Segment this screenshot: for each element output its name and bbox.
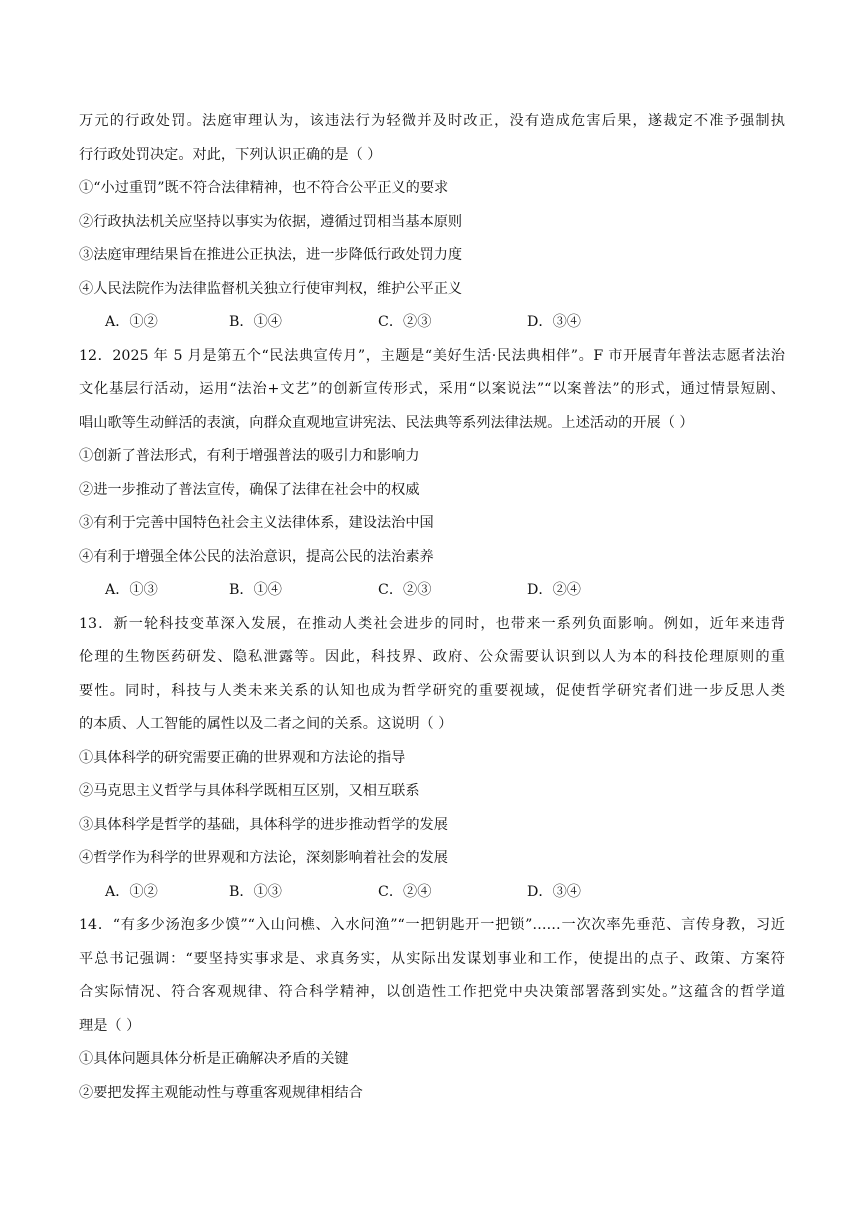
q14-stem-line-2: 平总书记强调：“要坚持实事求是、求真务实，从实际出发谋划事业和工作，使提出的点子、政策、方案符 — [79, 950, 785, 967]
q13-statement-4: ④哲学作为科学的世界观和方法论，深刻影响着社会的发展 — [79, 850, 448, 866]
exam-page — [79, 105, 785, 1110]
question-11 — [79, 105, 785, 340]
q11-option-a[interactable]: A．①② — [105, 314, 158, 330]
q14-stem-line-3: 合实际情况、符合客观规律、符合科学精神，以创造性工作把党中央决策部署落到实处。”这蕴含的哲学道 — [79, 984, 785, 1000]
q12-statement-2: ②进一步推动了普法宣传，确保了法律在社会中的权威 — [79, 481, 420, 498]
q13-option-a[interactable]: A．①② — [105, 883, 158, 900]
q12-stem-line-1: 12．2025 年 5 月是第五个“民法典宣传月”，主题是“美好生活·民法典相伴”。F 市开展青年普法志愿者法治 — [79, 347, 785, 364]
q11-statement-4: ④人民法院作为法律监督机关独立行使审判权，维护公平正义 — [79, 280, 463, 297]
q13-statement-3: ③具体科学是哲学的基础，具体科学的进步推动哲学的发展 — [79, 816, 448, 833]
q12-statement-1: ①创新了普法形式，有利于增强普法的吸引力和影响力 — [79, 448, 420, 464]
q14-stem-line-1: 14．“有多少汤泡多少馍”“入山问樵、入水问渔”“一把钥匙开一把锁”……一次次率先垂范、言传身教，习近 — [79, 917, 785, 933]
q14-statement-1: ①具体问题具体分析是正确解决矛盾的关键 — [79, 1051, 349, 1067]
q13-stem-line-1: 13．新一轮科技变革深入发展，在推动人类社会进步的同时，也带来一系列负面影响。例如，近年来违背 — [79, 615, 785, 632]
q12-option-a[interactable]: A．①③ — [105, 582, 158, 598]
q13-option-c[interactable]: C．②④ — [378, 883, 432, 900]
q13-stem-line-2: 伦理的生物医药研发、隐私泄露等。因此，科技界、政府、公众需要认识到以人为本的科技伦理原则的重 — [79, 649, 785, 665]
q14-stem-line-4: 理是（ ） — [79, 1017, 141, 1034]
q13-stem-line-3: 要性。同时，科技与人类未来关系的认知也成为哲学研究的重要视域，促使哲学研究者们进一步反思人类 — [79, 682, 785, 699]
q11-option-c[interactable]: C．②③ — [378, 314, 432, 330]
q12-statement-4: ④有利于增强全体公民的法治意识，提高公民的法治素养 — [79, 548, 434, 565]
q12-option-c[interactable]: C．②③ — [378, 582, 432, 598]
q11-option-b[interactable]: B．①④ — [229, 314, 282, 330]
q12-option-d[interactable]: D．②④ — [527, 582, 581, 598]
q12-options — [79, 574, 785, 608]
q11-statement-3: ③法庭审理结果旨在推进公正执法，进一步降低行政处罚力度 — [79, 247, 463, 263]
question-13 — [79, 608, 785, 910]
q11-stem-line-2: 行行政处罚决定。对此，下列认识正确的是（ ） — [79, 146, 382, 163]
q13-statement-1: ①具体科学的研究需要正确的世界观和方法论的指导 — [79, 749, 406, 766]
q13-stem-line-4: 的本质、人工智能的属性以及二者之间的关系。这说明（ ） — [79, 716, 453, 732]
q13-option-d[interactable]: D．③④ — [527, 883, 581, 900]
q12-stem-line-2: 文化基层行活动，运用“法治+文艺”的创新宣传形式，采用“以案说法”“以案普法”的形式，通过情景短剧、 — [79, 381, 785, 397]
question-12 — [79, 340, 785, 608]
q11-option-d[interactable]: D．③④ — [527, 314, 581, 330]
q13-statement-2: ②马克思主义哲学与具体科学既相互区别，又相互联系 — [79, 783, 420, 799]
q13-options — [79, 876, 785, 910]
q12-statement-3: ③有利于完善中国特色社会主义法律体系，建设法治中国 — [79, 515, 434, 531]
q11-options — [79, 306, 785, 340]
q11-stem-line-1: 万元的行政处罚。法庭审理认为，该违法行为轻微并及时改正，没有造成危害后果，遂裁定不准予强制执 — [79, 113, 785, 129]
q13-option-b[interactable]: B．①③ — [229, 883, 282, 900]
q11-statement-1: ①“小过重罚”既不符合法律精神，也不符合公平正义的要求 — [79, 180, 449, 196]
q14-statement-2: ②要把发挥主观能动性与尊重客观规律相结合 — [79, 1084, 363, 1101]
q12-option-b[interactable]: B．①④ — [229, 582, 282, 598]
q11-statement-2: ②行政执法机关应坚持以事实为依据，遵循过罚相当基本原则 — [79, 213, 463, 230]
q12-stem-line-3: 唱山歌等生动鲜活的表演，向群众直观地宣讲宪法、民法典等系列法律法规。上述活动的开展（ ） — [79, 414, 694, 431]
question-14 — [79, 909, 785, 1110]
